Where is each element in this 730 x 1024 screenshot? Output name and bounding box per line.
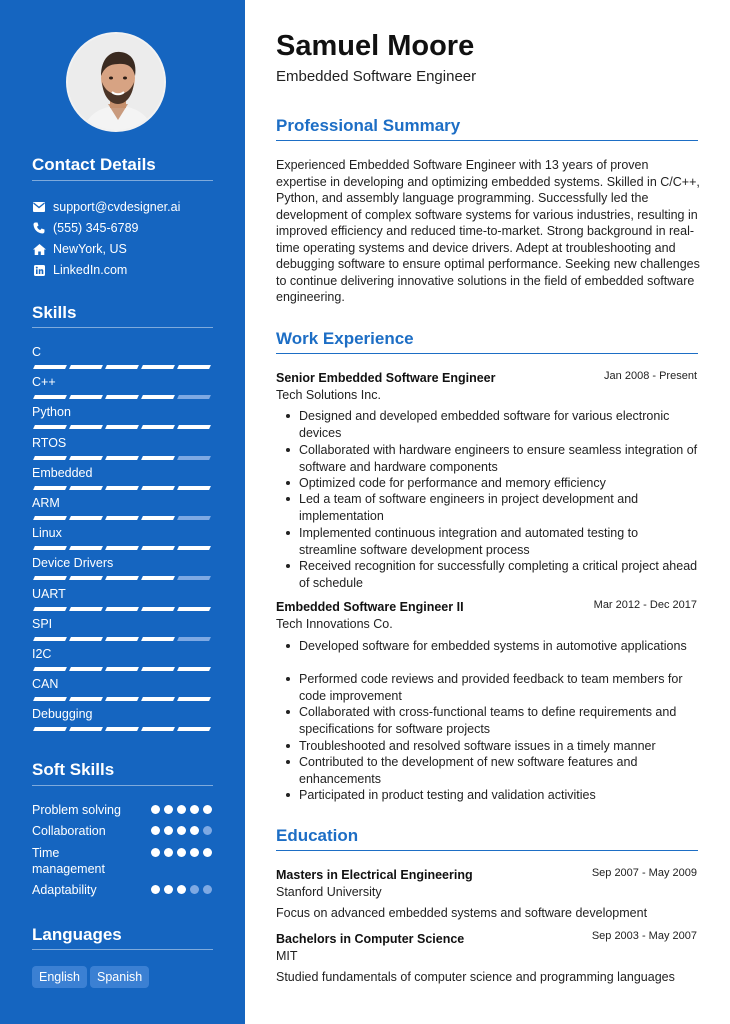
contact-email-text: support@cvdesigner.ai [53, 200, 181, 214]
skill-row [32, 617, 213, 633]
job-bullet: Developed software for embedded systems in automotive applications [299, 638, 699, 655]
skill-name: Python [32, 405, 71, 420]
skill-level-segment [105, 425, 139, 429]
summary-divider [276, 140, 698, 141]
skill-name: C++ [32, 375, 56, 390]
languages-divider [32, 949, 213, 950]
soft-skill-name: Time management [32, 846, 105, 876]
school-name: MIT [276, 949, 298, 963]
rating-dot [190, 885, 199, 894]
rating-dot [164, 885, 173, 894]
skill-level-segment [177, 516, 211, 520]
skill-level-segment [141, 667, 175, 671]
contact-location-text: NewYork, US [53, 242, 127, 256]
rating-dot [151, 826, 160, 835]
job-bullet: Designed and developed embedded software for various electronic devices [299, 408, 699, 441]
skill-level-segment [141, 576, 175, 580]
skill-level-bars [32, 395, 213, 399]
rating-dot [177, 826, 186, 835]
job-dates: Mar 2012 - Dec 2017 [593, 599, 697, 611]
rating-dot [190, 848, 199, 857]
envelope-icon [32, 200, 46, 214]
skill-level-segment [33, 607, 67, 611]
skill-name: Device Drivers [32, 556, 114, 571]
candidate-name: Samuel Moore [276, 30, 475, 62]
language-badge: English [32, 966, 87, 988]
avatar [66, 32, 166, 132]
skill-level-bars [32, 425, 213, 429]
degree-dates: Sep 2007 - May 2009 [591, 867, 697, 879]
skill-level-segment [177, 546, 211, 550]
rating-dot [164, 848, 173, 857]
contact-linkedin[interactable] [32, 263, 127, 277]
skill-level-segment [69, 395, 103, 399]
skill-level-segment [141, 516, 175, 520]
education-note: Studied fundamentals of computer science and programming languages [276, 970, 675, 984]
skill-level-segment [33, 576, 67, 580]
skill-level-segment [69, 576, 103, 580]
skill-level-bars [32, 516, 213, 520]
education-divider [276, 850, 698, 851]
job-company: Tech Innovations Co. [276, 617, 393, 631]
rating-dot [151, 885, 160, 894]
skill-level-segment [177, 365, 211, 369]
contact-location [32, 242, 127, 256]
skill-row [32, 375, 213, 391]
rating-dot [190, 805, 199, 814]
main-content [245, 0, 730, 1024]
contact-linkedin-text: LinkedIn.com [53, 263, 128, 277]
skill-level-segment [33, 667, 67, 671]
contact-heading: Contact Details [32, 155, 156, 174]
skill-level-segment [177, 456, 211, 460]
soft-skill-rating [151, 848, 213, 858]
skill-level-segment [69, 727, 103, 731]
soft-skill-row [32, 802, 213, 818]
skill-level-segment [177, 637, 211, 641]
skill-row [32, 707, 213, 723]
language-badge: Spanish [90, 966, 149, 988]
linkedin-icon [32, 263, 46, 277]
soft-skill-row [32, 823, 213, 839]
job-title: Embedded Software Engineer II [276, 600, 464, 614]
soft-skill-row [32, 882, 213, 898]
skill-level-segment [105, 456, 139, 460]
skills-divider [32, 327, 213, 328]
rating-dot [177, 848, 186, 857]
rating-dot [164, 805, 173, 814]
skill-level-segment [33, 395, 67, 399]
skill-name: UART [32, 586, 66, 601]
skill-name: ARM [32, 496, 60, 510]
skill-level-segment [177, 697, 211, 701]
skill-level-bars [32, 456, 213, 460]
soft-skill-rating [151, 826, 213, 836]
rating-dot [151, 848, 160, 857]
skill-level-segment [69, 637, 103, 641]
rating-dot [177, 805, 186, 814]
skill-name: CAN [32, 677, 59, 692]
contact-phone[interactable] [32, 221, 138, 235]
rating-dot [151, 805, 160, 814]
skill-level-segment [69, 425, 103, 429]
skill-level-segment [105, 727, 139, 731]
soft-skill-name: Adaptability [32, 883, 97, 897]
skill-level-bars [32, 727, 213, 731]
skill-level-segment [105, 576, 139, 580]
skill-level-segment [69, 456, 103, 460]
education-note: Focus on advanced embedded systems and software development [276, 906, 648, 920]
job-bullet: Collaborated with cross-functional teams to define requirements and specifications for software projects [299, 704, 699, 737]
job-bullet: Performed code reviews and provided feedback to team members for code improvement [299, 671, 699, 704]
skills-heading: Skills [32, 303, 77, 322]
skill-level-segment [141, 727, 175, 731]
skill-level-segment [105, 486, 139, 490]
skill-level-segment [177, 486, 211, 490]
skill-level-segment [141, 456, 175, 460]
degree-title: Bachelors in Computer Science [276, 932, 465, 946]
skill-name: I2C [32, 647, 52, 661]
languages-heading: Languages [32, 925, 122, 944]
candidate-title: Embedded Software Engineer [276, 68, 477, 85]
sidebar [0, 0, 245, 1024]
skill-level-segment [177, 395, 211, 399]
rating-dot [203, 826, 212, 835]
rating-dot [203, 885, 212, 894]
skill-level-segment [141, 486, 175, 490]
contact-phone-text: (555) 345-6789 [53, 221, 139, 235]
skill-level-bars [32, 365, 213, 369]
skill-level-segment [105, 607, 139, 611]
skill-level-bars [32, 667, 213, 671]
skill-level-bars [32, 697, 213, 701]
skill-row [32, 647, 213, 663]
profile-photo [68, 34, 166, 132]
degree-dates: Sep 2003 - May 2007 [591, 930, 697, 942]
skill-level-segment [69, 486, 103, 490]
soft-skill-row [32, 845, 213, 877]
skill-level-segment [177, 425, 211, 429]
skill-level-segment [105, 516, 139, 520]
skill-row [32, 526, 213, 542]
skill-level-segment [141, 365, 175, 369]
skill-row [32, 587, 213, 603]
contact-divider [32, 180, 213, 181]
soft-skills-heading: Soft Skills [32, 760, 115, 779]
skill-level-segment [141, 395, 175, 399]
school-name: Stanford University [276, 885, 382, 899]
phone-icon [32, 221, 46, 235]
skill-level-segment [33, 365, 67, 369]
skill-level-segment [105, 697, 139, 701]
skill-level-segment [141, 637, 175, 641]
skill-name: Linux [32, 526, 62, 541]
skill-row [32, 405, 213, 421]
job-bullet: Collaborated with hardware engineers to ensure seamless integration of software and hardware components [299, 443, 698, 474]
skill-level-segment [69, 516, 103, 520]
skill-level-segment [69, 546, 103, 550]
soft-skill-rating [151, 805, 213, 815]
skill-level-segment [141, 697, 175, 701]
rating-dot [190, 826, 199, 835]
soft-skill-name: Problem solving [32, 803, 121, 817]
job-bullet: Received recognition for successfully completing a critical project ahead of schedule [299, 559, 698, 590]
skill-name: RTOS [32, 435, 67, 450]
summary-heading: Professional Summary [276, 116, 461, 135]
skill-row [32, 466, 213, 482]
skill-row [32, 345, 213, 361]
skill-level-segment [69, 667, 103, 671]
skill-level-bars [32, 546, 213, 550]
job-bullet: Optimized code for performance and memory efficiency [299, 475, 699, 492]
summary-text: Experienced Embedded Software Engineer with 13 years of proven expertise in developing and optimizing embedded systems. Skilled in C/C++, Python, and assembly language programming. Successfully led the development of complex software systems for various industries, resulting in improved efficiency and reduced time-to-market. Strong background in real-time operating systems and device drivers. Adept at troubleshooting and debugging software to ensure optimal performance. Seeking new challenges to continue delivering innovative solutions in the field of embedded software engineering. [276, 158, 700, 304]
skill-row [32, 556, 213, 572]
rating-dot [177, 885, 186, 894]
skill-level-bars [32, 486, 213, 490]
skill-level-segment [141, 546, 175, 550]
job-bullet: Troubleshooted and resolved software issues in a timely manner [299, 738, 699, 755]
skill-level-bars [32, 637, 213, 641]
skill-name: C [32, 345, 42, 359]
skill-level-segment [105, 546, 139, 550]
skill-level-segment [105, 667, 139, 671]
skill-level-segment [69, 365, 103, 369]
skill-level-segment [33, 637, 67, 641]
rating-dot [164, 826, 173, 835]
soft-skill-name: Collaboration [32, 824, 106, 838]
skill-level-segment [33, 516, 67, 520]
skill-level-segment [33, 546, 67, 550]
skill-level-segment [141, 425, 175, 429]
job-title: Senior Embedded Software Engineer [276, 371, 496, 385]
skill-row [32, 496, 213, 512]
job-company: Tech Solutions Inc. [276, 388, 381, 402]
skill-level-segment [33, 697, 67, 701]
degree-title: Masters in Electrical Engineering [276, 868, 473, 882]
skill-level-segment [141, 607, 175, 611]
skill-level-segment [177, 667, 211, 671]
skill-level-segment [33, 456, 67, 460]
skill-level-segment [33, 425, 67, 429]
skill-row [32, 677, 213, 693]
home-icon [32, 242, 46, 256]
skill-level-segment [105, 365, 139, 369]
skill-row [32, 436, 213, 452]
experience-heading: Work Experience [276, 329, 414, 348]
skill-level-segment [177, 727, 211, 731]
rating-dot [203, 805, 212, 814]
job-bullet: Implemented continuous integration and automated testing to streamline software development process [299, 525, 699, 558]
soft-skill-rating [151, 885, 213, 895]
skill-level-bars [32, 576, 213, 580]
skill-level-segment [105, 637, 139, 641]
skill-level-segment [69, 697, 103, 701]
skill-level-segment [69, 607, 103, 611]
skill-level-segment [177, 576, 211, 580]
skill-level-segment [177, 607, 211, 611]
experience-divider [276, 353, 698, 354]
skill-name: SPI [32, 616, 53, 631]
job-bullet: Led a team of software engineers in project development and implementation [299, 491, 699, 524]
skill-name: Debugging [32, 707, 93, 722]
job-bullet: Contributed to the development of new software features and enhancements [299, 754, 699, 787]
contact-email[interactable] [32, 200, 180, 214]
skill-level-segment [33, 727, 67, 731]
education-heading: Education [276, 826, 359, 845]
job-bullet: Participated in product testing and validation activities [299, 787, 699, 804]
job-dates: Jan 2008 - Present [604, 370, 697, 382]
skill-level-segment [33, 486, 67, 490]
rating-dot [203, 848, 212, 857]
skill-name: Embedded [32, 465, 93, 480]
skill-level-segment [105, 395, 139, 399]
soft-skills-divider [32, 785, 213, 786]
skill-level-bars [32, 607, 213, 611]
